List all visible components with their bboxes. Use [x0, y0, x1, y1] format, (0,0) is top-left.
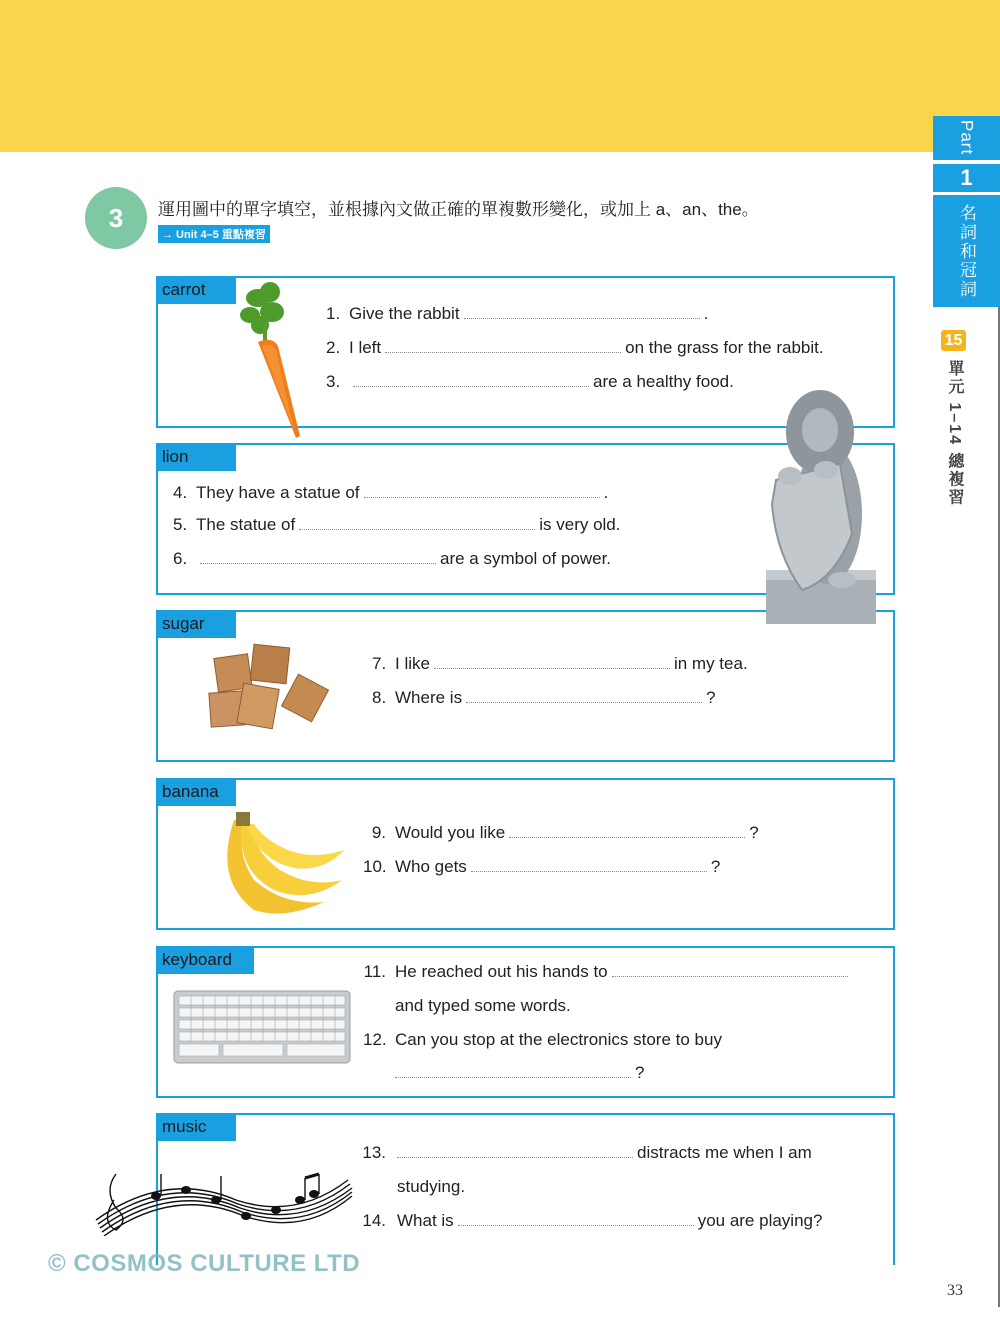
unit-badge: 15	[941, 330, 966, 351]
answer-blank-6[interactable]	[200, 550, 436, 564]
page-number: 33	[947, 1282, 963, 1299]
question-12-cont: ?	[363, 1063, 644, 1083]
question-13: 13. distracts me when I am	[362, 1143, 812, 1162]
carrot-image	[230, 280, 310, 440]
answer-blank-14[interactable]	[458, 1212, 694, 1226]
word-label: keyboard	[158, 948, 254, 974]
answer-blank-12[interactable]	[395, 1064, 631, 1078]
question-11-cont: and typed some words.	[395, 996, 571, 1015]
question-11: 11. He reached out his hands to	[363, 962, 852, 982]
question-12: 12. Can you stop at the electronics store to buy	[363, 1030, 722, 1049]
word-label: banana	[158, 780, 236, 806]
part-title: 名詞和冠詞	[957, 203, 976, 299]
answer-blank-5[interactable]	[299, 516, 535, 530]
question-3: 3. are a healthy food.	[326, 372, 734, 391]
question-6: 6. are a symbol of power.	[173, 549, 612, 568]
question-13-cont: studying.	[397, 1177, 466, 1196]
word-label: carrot	[158, 278, 236, 304]
answer-blank-3[interactable]	[353, 373, 589, 387]
question-5: 5. The statue of is very old.	[173, 515, 621, 534]
part-tab[interactable]	[933, 116, 1000, 160]
question-9: 9. Would you like ?	[371, 823, 759, 842]
question-10: 10. Who gets ?	[363, 857, 721, 876]
part-label: Part	[957, 120, 977, 156]
question-7: 7. I like in my tea.	[372, 654, 748, 673]
question-14: 14. What is you are playing?	[362, 1211, 823, 1230]
music-notes-image	[86, 1160, 354, 1236]
word-label: lion	[158, 445, 236, 471]
unit-reference-link[interactable]: → Unit 4–5 重點複習	[158, 225, 270, 243]
answer-blank-9[interactable]	[509, 824, 745, 838]
exercise-number-badge: 3	[85, 187, 147, 249]
answer-blank-8[interactable]	[466, 689, 702, 703]
question-4: 4. They have a statue of .	[173, 483, 609, 502]
question-2: 2. I left on the grass for the rabbit.	[326, 338, 824, 357]
unit-title: 單元 1–14 總複習	[946, 360, 963, 507]
answer-blank-13[interactable]	[397, 1144, 633, 1158]
answer-blank-1[interactable]	[464, 305, 700, 319]
sugar-cubes-image	[196, 640, 346, 750]
answer-blank-7[interactable]	[434, 655, 670, 669]
header-band	[0, 0, 1000, 152]
word-label: music	[158, 1115, 236, 1141]
word-label: sugar	[158, 612, 236, 638]
part-title-tab[interactable]	[933, 195, 1000, 307]
question-1: 1. Give the rabbit .	[326, 304, 709, 323]
copyright-watermark: © COSMOS CULTURE LTD	[48, 1250, 361, 1277]
answer-blank-11[interactable]	[612, 963, 848, 977]
bananas-image	[214, 810, 350, 920]
keyboard-image	[173, 990, 353, 1066]
answer-blank-10[interactable]	[471, 858, 707, 872]
answer-blank-2[interactable]	[385, 339, 621, 353]
lion-statue-image	[762, 384, 882, 628]
exercise-instruction: 運用圖中的單字填空，並根據內文做正確的單複數形變化，或加上 a、an、the。	[158, 200, 759, 219]
question-8: 8. Where is ?	[372, 688, 716, 707]
answer-blank-4[interactable]	[364, 484, 600, 498]
part-number-tab[interactable]: 1	[933, 164, 1000, 192]
